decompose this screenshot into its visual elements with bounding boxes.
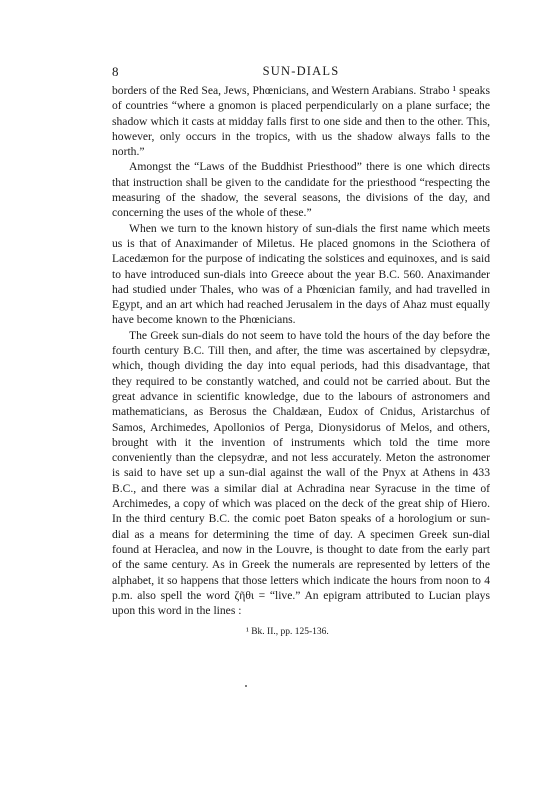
print-speck xyxy=(245,685,247,687)
paragraph-buddhist-laws: Amongst the “Laws of the Buddhist Priesthood” there is one which directs that instruction shall be given to the candidate for the priesthood “respecting the measuring of the shadow, the several seasons, the divisions of the day, and concerning the uses of the whole of these.” xyxy=(112,160,490,220)
page-header xyxy=(112,64,490,80)
paragraph-greek-sun-dials: The Greek sun-dials do not seem to have told the hours of the day before the fourth century B.C. Till then, and after, the time was ascertained by clepsydræ, which, though dividing the day into equal periods, had this disadvantage, that they required to be constantly watched, and could not be carried about. But the great advance in scientific knowledge, due to the labours of astronomers and mathematicians, as Berosus the Chaldæan, Eudox of Cnidus, Aristarchus of Samos, Archimedes, Apollonios of Perga, Dionysidorus of Melos, and others, brought with it the invention of instruments which told the time more conveniently than the clepsydræ, and not less accurately. Meton the astronomer is said to have set up a sun-dial against the wall of the Pnyx at Athens in 433 B.C., and there was a similar dial at Achradina near Syracuse in the time of Archimedes, a copy of which was placed on the deck of the great ship of Hiero. In the third century B.C. the comic poet Baton speaks of a horologium or sun-dial as a means for determining the time of day. A specimen Greek sun-dial found at Heraclea, and now in the Louvre, is thought to date from the early part of the same century. As in Greek the numerals are represented by letters of the alphabet, it so happens that those letters which indicate the hours from noon to 4 p.m. also spell the word ζῆθι = “live.” An epigram attributed to Lucian plays upon this word in the lines : xyxy=(112,328,490,618)
paragraph-continued: borders of the Red Sea, Jews, Phœnicians, and Western Arabians. Strabo ¹ speaks of countries “where a gnomon is placed perpendicularly on a plane surface; the shadow which it casts at midday falls first to one side and then to the other. This, however, only occurs in the tropics, with us the shadow always falls to the north.” xyxy=(112,84,490,159)
running-head: SUN-DIALS xyxy=(262,64,340,78)
page-number: 8 xyxy=(112,64,119,79)
footnote: ¹ Bk. II., pp. 125-136. xyxy=(246,627,329,637)
body-text xyxy=(112,83,490,618)
paragraph-anaximander: When we turn to the known history of sun-dials the first name which meets us is that of Anaximander of Miletus. He placed gnomons in the Sciothera of Lacedæmon for the purpose of indicating the solstices and equinoxes, and is said to have introduced sun-dials into Greece about the year B.C. 560. Anaximander had studied under Thales, who was of a Phœnician family, and had travelled in Egypt, and an art which had reached Jerusalem in the days of Ahaz must equally have become known to the Phœnicians. xyxy=(112,221,490,327)
